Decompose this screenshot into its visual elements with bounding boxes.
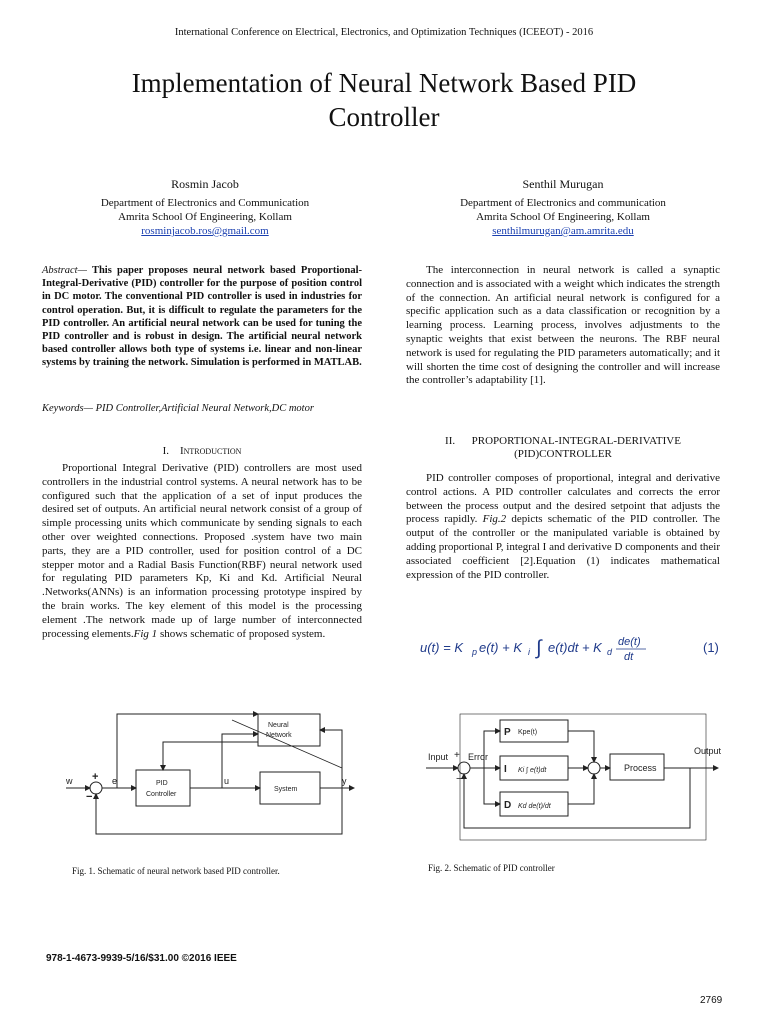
abstract [42,264,362,370]
conference-header: International Conference on Electrical, Electronics, and Optimization Techniques (ICEEOT) - 2016 [174,27,594,38]
p-label: P [504,727,511,738]
section-number: II. [445,435,456,447]
abstract-text: This paper proposes neural network based Proportional-Integral-Derivative (PID) controller for the purpose of position control in DC motor. The conventional PID controller is used in industries for control operation. But, it is difficult to regulate the parameters for the PID controller. An artificial neural network can be used for tuning the PID controller and is robust in design. The artificial neural network based controller allows both type of systems i.e. linear and non-linear systems by training the network. Simulation is performed in MATLAB. [42,265,362,369]
page-number: 2769 [700,995,723,1006]
e-label: e [112,776,118,786]
author-name: Senthil Murugan [522,177,604,191]
author-email-link[interactable]: rosminjacob.ros@gmail.com [141,225,269,237]
svg-text:u(t) = K: u(t) = K [420,640,463,655]
author-block-2 [398,177,728,238]
author-block-1 [40,177,370,238]
system-label: System [274,786,298,793]
section-2-title-line-1 [406,435,720,448]
p-term: Kpe(t) [518,729,538,736]
equation-number: (1) [703,640,719,655]
paragraph-text: PID controller composes of proportional, integral and derivative control actions. A PID controller calculates and corrects the error between the process output and the desired setpoint that adjusts the process rapidly. [406,472,720,526]
figure-reference: Fig.2 [482,513,507,526]
svg-text:d: d [607,647,613,657]
plus-sign: + [454,750,460,761]
output-summing-junction [588,762,600,774]
author-dept: Department of Electronics and communication [460,197,666,209]
keywords: Keywords— PID Controller,Artificial Neural Network,DC motor [42,403,314,414]
abstract-label: Abstract— [42,265,87,276]
section-2-body [406,472,720,582]
output-label: Output [694,746,722,756]
d-label: D [504,800,512,811]
isbn-footer: 978-1-4673-9939-5/16/$31.00 ©2016 IEEE [46,953,237,964]
section-number: I. [162,445,169,457]
svg-text:∫: ∫ [536,637,542,659]
minus-sign: − [456,773,463,785]
author-name: Rosmin Jacob [171,177,239,191]
svg-text:p: p [472,647,478,657]
figure-reference: Fig 1 [133,627,158,640]
figure-1-caption: Fig. 1. Schematic of neural network based PID controller. [72,866,280,876]
controller-label: Controller [146,791,177,798]
section-title: PROPORTIONAL-INTEGRAL-DERIVATIVE [471,435,681,447]
author-email-link[interactable]: senthilmurugan@am.amrita.edu [492,225,634,237]
author-school: Amrita School Of Engineering, Kollam [476,211,650,223]
svg-text:de(t): de(t) [618,636,641,648]
pid-controller-block [136,770,190,806]
author-school: Amrita School Of Engineering, Kollam [118,211,292,223]
section-1-body [42,462,362,641]
plus-sign: + [92,771,99,783]
section-1-heading [42,445,362,458]
svg-text:e(t) + K: e(t) + K [479,640,522,655]
svg-text:Kd de(t)/dt: Kd de(t)/dt [518,803,551,810]
neural-network-block [258,714,320,746]
network-label: Network [266,732,292,739]
y-label: y [342,776,347,786]
u-label: u [224,776,230,786]
pid-equation [420,632,725,666]
svg-text:dt: dt [624,651,634,663]
section-title: Introduction [179,445,242,457]
i-label: I [504,764,507,775]
figure-1-diagram [62,708,362,858]
title-line-2: Controller [328,102,440,132]
paragraph-text: shows schematic of proposed system. [157,627,326,640]
w-label: w [66,776,73,786]
neural-label: Neural [268,722,289,729]
right-paragraph-1: The interconnection in neural network is called a synaptic connection and is associated with a weight which indicates the strength of the connection. An artificial neural network is configured for a specific application such as a data classification or recognition by a learning process. Learning process, involves adjustments to the synaptic weights that exist between the neurons. The RBF neural network is used for regulating the PID parameters automatically; and it will shorten the time cost of designing the controller and will increase the controller’s adaptability [1]. [406,264,720,387]
minus-sign: − [86,791,93,803]
error-label: Error [468,752,488,762]
figure-2-diagram [424,708,722,848]
section-2-heading [406,435,720,461]
paragraph-text: Proportional Integral Derivative (PID) controllers are most used controllers in the industrial control systems. A neural network has to be configured such that the application of a set of input produces the desired set of outputs. An artificial neural network consist of a group of simple processing units which communicate by sending signals to each other over weighted connections. Proposed .system have two main parts, they are a PID controller, used for position control of a DC stepper motor and a Radial Basis Function(RBF) neural network used for regulating PID parameters Kp, Ki and Kd. Artificial Neural .Networks(ANNs) is an information processing prototype inspired by the brain works. The key element of this model is the processing element .The network made up of large number of interconnected processing elements. [42,462,362,640]
svg-text:e(t)dt + K: e(t)dt + K [548,640,602,655]
paper-title [40,66,728,134]
figure-2-caption: Fig. 2. Schematic of PID controller [428,863,555,873]
paragraph-text: depicts schematic of the PID controller. The output of the controller or the manipulated variable is obtained by adding proportional P, integral I and derivative D components and their associated coefficient [2].Equation (1) indicates mathematical expression of the PID controller. [406,513,720,581]
process-label: Process [624,763,657,773]
svg-text:Ki ∫ e(t)dt: Ki ∫ e(t)dt [518,767,547,774]
author-dept: Department of Electronics and Communication [100,197,310,209]
section-2-title-line-2: (PID)CONTROLLER [514,448,612,460]
title-line-1: Implementation of Neural Network Based PID [131,68,637,98]
pid-label: PID [156,780,168,787]
svg-text:i: i [528,647,530,657]
input-label: Input [428,752,449,762]
